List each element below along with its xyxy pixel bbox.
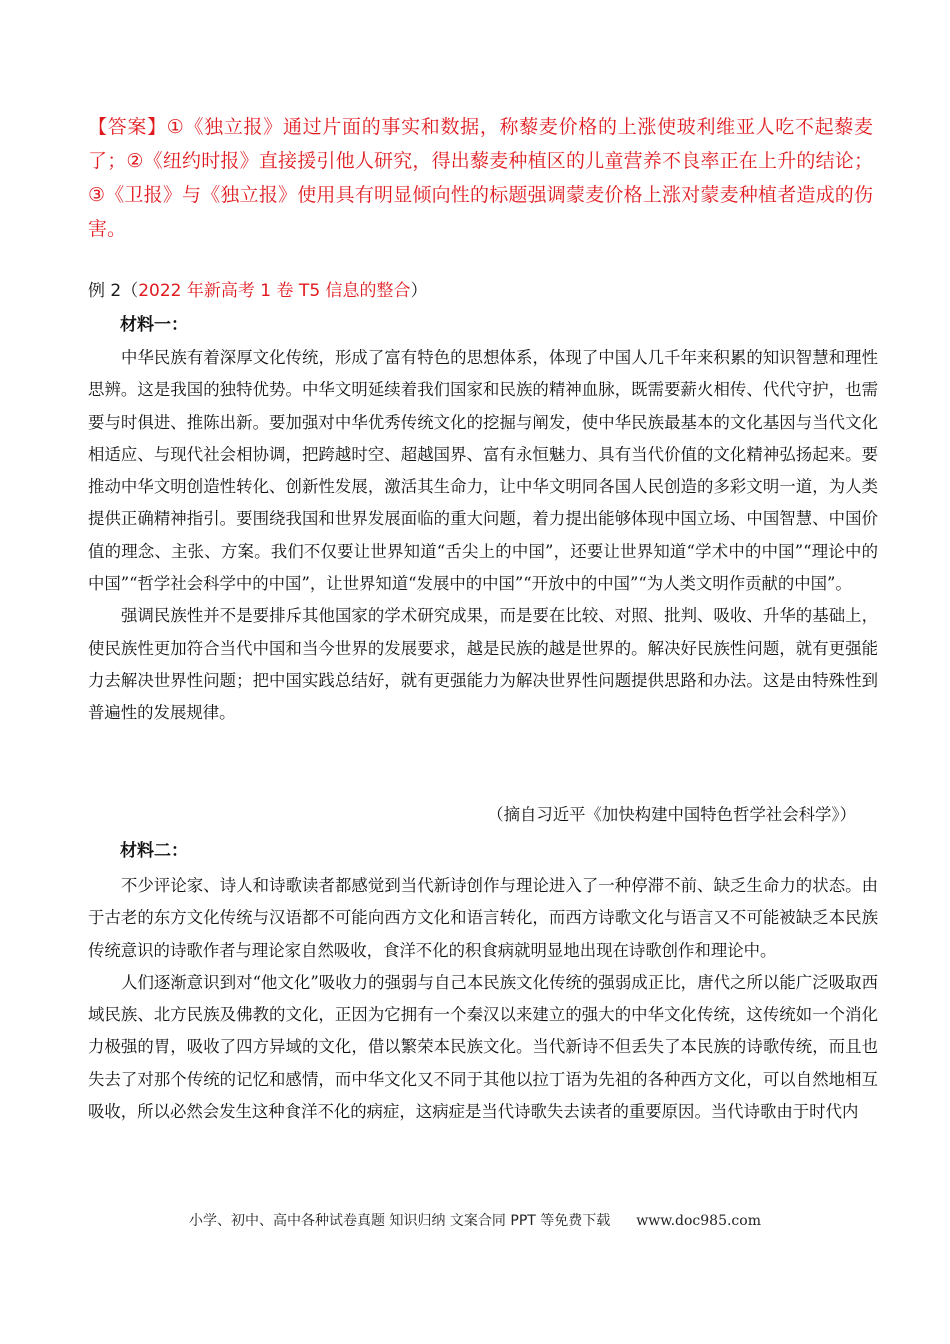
material-one-label: 材料一： [120,315,188,335]
example-label: 例 2（ [88,281,139,301]
material-two-paragraph-2: 人们逐渐意识到对“他文化”吸收力的强弱与自己本民族文化传统的强弱成正比，唐代之所以能广泛吸取西域民族、北方民族及佛教的文化，正因为它拥有一个秦汉以来建立的强大的中华文化传统，这传统如一个消化力极强的胃，吸收了四方异域的文化，借以繁荣本民族文化。当代新诗不但丢失了本民族的诗歌传统，而且也失去了对那个传统的记忆和感情，而中华文化又不同于其他以拉丁语为先祖的各种西方文化，可以自然地相互吸收，所以必然会发生这种食洋不化的病症，这病症是当代诗歌失去读者的重要原因。当代诗歌由于时代内 [88,972,878,1122]
footer-site-link[interactable]: www.doc985.com [636,1213,761,1229]
material-one-paragraph-1: 中华民族有着深厚文化传统，形成了富有特色的思想体系，体现了中国人几千年来积累的知识智慧和理性思辨。这是我国的独特优势。中华文明延续着我们国家和民族的精神血脉，既需要薪火相传、代代守护，也需要与时俱进、推陈出新。要加强对中华优秀传统文化的挖掘与阐发，使中华民族最基本的文化基因与当代文化相适应、与现代社会相协调，把跨越时空、超越国界、富有永恒魅力、具有当代价值的文化精神弘扬起来。要推动中华文明创造性转化、创新性发展，激活其生命力，让中华文明同各国人民创造的多彩文明一道，为人类提供正确精神指引。要围绕我国和世界发展面临的重大问题，着力提出能够体现中国立场、中国智慧、中国价值的理念、主张、方案。我们不仅要让世界知道“舌尖上的中国”，还要让世界知道“学术中的中国”“理论中的中国”“哲学社会科学中的中国”，让世界知道“发展中的中国”“开放中的中国”“为人类文明作贡献的中国”。 [88,348,878,594]
page-footer [0,1209,950,1233]
material-one-paragraph-2: 强调民族性并不是要排斥其他国家的学术研究成果，而是要在比较、对照、批判、吸收、升华的基础上，使民族性更加符合当代中国和当今世界的发展要求，越是民族的越是世界的。解决好民族性问题，就有更强能力去解决世界性问题；把中国实践总结好，就有更强能力为解决世界性问题提供思路和办法。这是由特殊性到普遍性的发展规律。 [88,606,878,723]
example-heading [88,278,428,304]
material-one-citation: （摘自习近平《加快构建中国特色哲学社会科学》） [487,805,856,824]
example-source: 2022 年新高考 1 卷 T5 信息的整合 [138,281,411,301]
material-one-body [88,342,878,730]
material-two-body [88,870,878,1128]
answer-text: 【答案】①《独立报》通过片面的事实和数据，称藜麦价格的上涨使玻利维亚人吃不起藜麦了；②《纽约时报》直接援引他人研究，得出藜麦种植区的儿童营养不良率正在上升的结论；③《卫报》与《独立报》使用具有明显倾向性的标题强调蒙麦价格上涨对蒙麦种植者造成的伤害。 [88,116,873,240]
material-two-paragraph-1: 不少评论家、诗人和诗歌读者都感觉到当代新诗创作与理论进入了一种停滞不前、缺乏生命力的状态。由于古老的东方文化传统与汉语都不可能向西方文化和语言转化，而西方诗歌文化与语言又不可能被缺乏本民族传统意识的诗歌作者与理论家自然吸收，食洋不化的积食病就明显地出现在诗歌创作和理论中。 [88,876,878,960]
example-close: ） [410,281,428,301]
footer-text: 小学、初中、高中各种试卷真题 知识归纳 文案合同 PPT 等免费下载 [189,1213,611,1229]
material-two-label: 材料二： [120,841,188,861]
